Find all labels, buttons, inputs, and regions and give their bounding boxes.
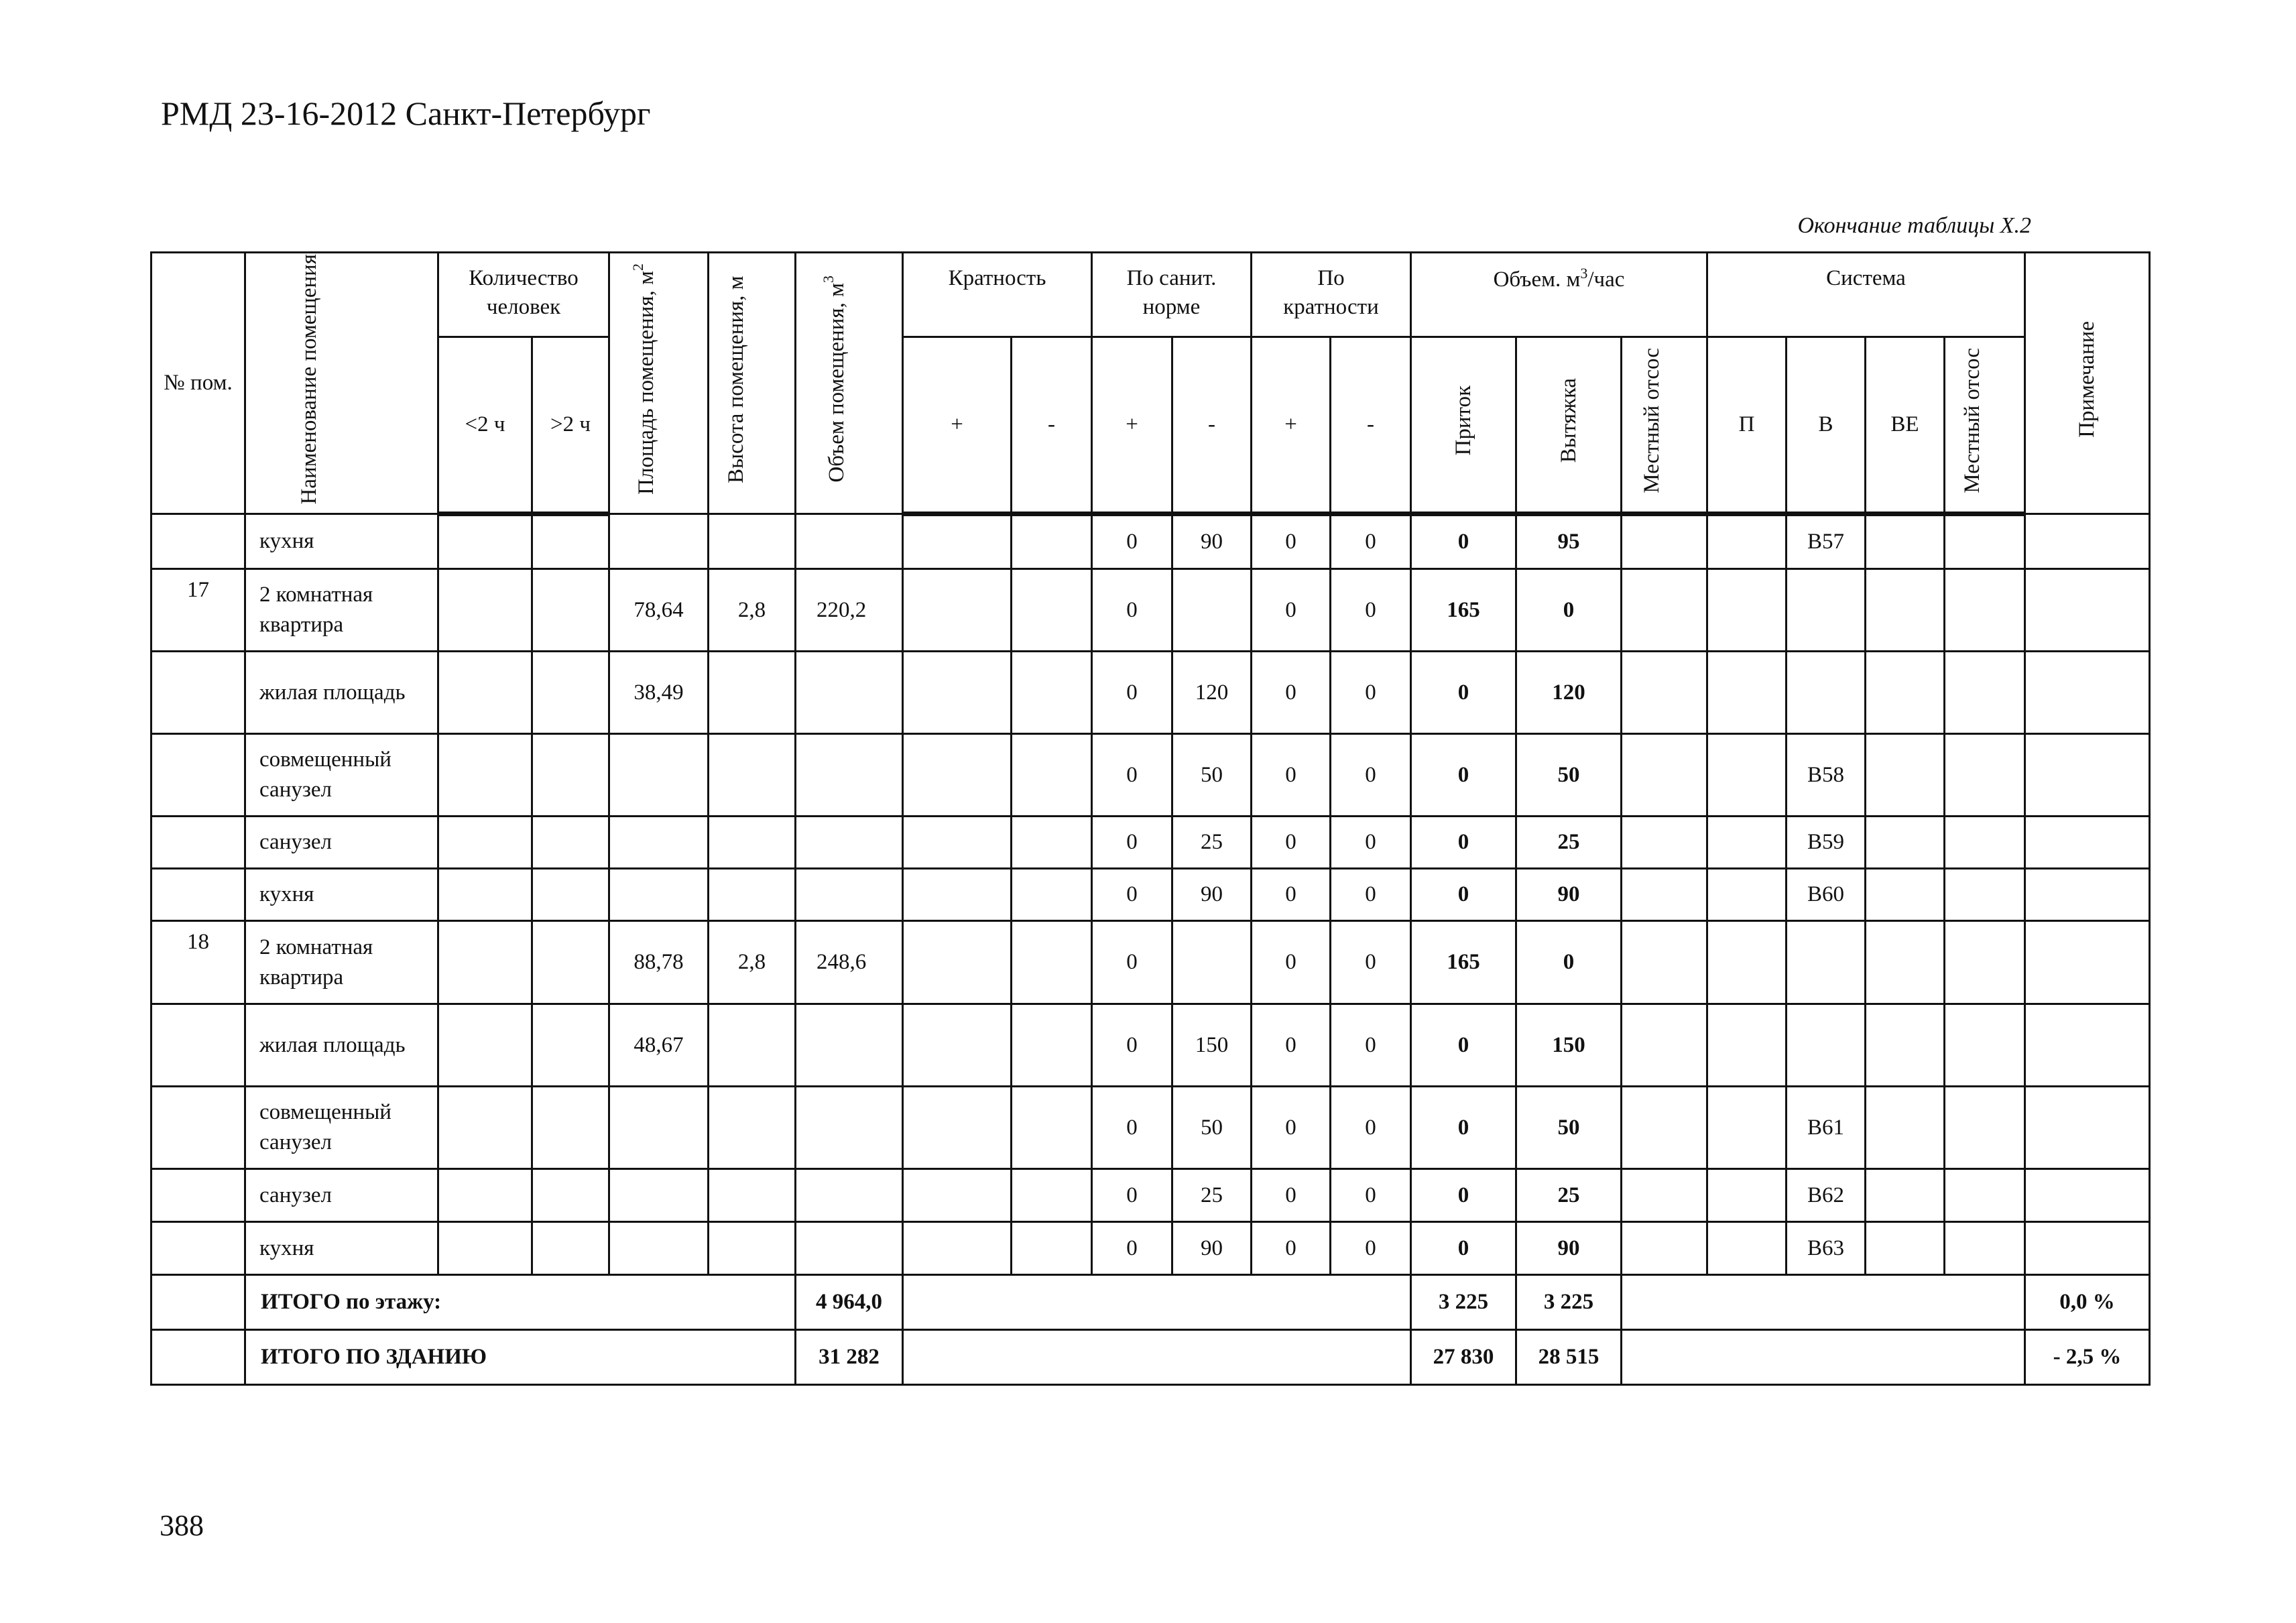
header-local-exhaust: Местный отсос: [1622, 337, 1707, 514]
header-system-p: П: [1707, 337, 1787, 514]
table-row: 18 2 комнатная квартира 88,78 2,8 248,6 0 0 0 165 0: [152, 921, 2150, 1004]
table-row: 17 2 комнатная квартира 78,64 2,8 220,2 0 0 0 165 0: [152, 569, 2150, 652]
table-row: жилая площадь 48,67 0 150 0 0 0 150: [152, 1004, 2150, 1087]
table-caption: Окончание таблицы Х.2: [1797, 213, 2031, 238]
total-building-vytyazhka: 28 515: [1516, 1330, 1622, 1385]
total-floor-label: ИТОГО по этажу:: [245, 1275, 796, 1330]
table-row: кухня 0 90 0 0 0 95 В57: [152, 514, 2150, 569]
header-sanit-minus: -: [1172, 337, 1252, 514]
header-system-v: В: [1787, 337, 1866, 514]
total-building-label: ИТОГО ПО ЗДАНИЮ: [245, 1330, 796, 1385]
header-room-name: Наименование помещения: [245, 253, 438, 514]
total-building-row: [152, 1330, 2150, 1385]
header-volume: Объем помещения, $м^3$: [796, 253, 903, 514]
header-people-count: Количество человек: [438, 253, 609, 337]
table-row: санузел 0 25 0 0 0 25 В59: [152, 817, 2150, 869]
total-building-volume: 31 282: [796, 1330, 903, 1385]
table-row: санузел 0 25 0 0 0 25 В62: [152, 1169, 2150, 1222]
table-row: совмещенный санузел 0 50 0 0 0 50 В58: [152, 734, 2150, 817]
header-people-lt2: <2 ч: [438, 337, 532, 514]
total-floor-volume: 4 964,0: [796, 1275, 903, 1330]
table-row: совмещенный санузел 0 50 0 0 0 50 В61: [152, 1087, 2150, 1169]
header-system: Система: [1707, 253, 2025, 337]
header-people-gt2: >2 ч: [532, 337, 609, 514]
page-number: 388: [160, 1509, 204, 1542]
header-kratnost-minus: -: [1012, 337, 1092, 514]
header-room-number: № пом.: [152, 253, 245, 514]
table-row: жилая площадь 38,49 0 120 0 0 0 120: [152, 652, 2150, 734]
header-system-local: Местный отсос: [1945, 337, 2025, 514]
header-note: Примечание: [2025, 253, 2150, 514]
header-vytyazhka: Вытяжка: [1516, 337, 1622, 514]
total-floor-note: 0,0 %: [2025, 1275, 2150, 1330]
total-floor-pritok: 3 225: [1411, 1275, 1516, 1330]
table-row: кухня 0 90 0 0 0 90 В63: [152, 1222, 2150, 1275]
header-height: Высота помещения, м: [709, 253, 796, 514]
header-pritok: Приток: [1411, 337, 1516, 514]
total-building-pritok: 27 830: [1411, 1330, 1516, 1385]
document-header-title: РМД 23-16-2012 Санкт-Петербург: [161, 95, 651, 132]
header-area: Площадь помещения, $м^2$: [609, 253, 709, 514]
header-by-sanit-norm: По санит. норме: [1092, 253, 1252, 337]
header-volume-flow: Объем. $м^3$/час: [1411, 253, 1707, 337]
total-building-note: - 2,5 %: [2025, 1330, 2150, 1385]
ventilation-table: [150, 251, 2151, 1386]
header-by-kratnost: По кратности: [1252, 253, 1411, 337]
header-kratnost-plus: +: [903, 337, 1012, 514]
header-sanit-plus: +: [1092, 337, 1172, 514]
header-krat-minus: -: [1331, 337, 1411, 514]
header-system-ve: ВЕ: [1866, 337, 1945, 514]
header-krat-plus: +: [1252, 337, 1331, 514]
header-kratnost: Кратность: [903, 253, 1092, 337]
table-row: кухня 0 90 0 0 0 90 В60: [152, 869, 2150, 921]
total-floor-vytyazhka: 3 225: [1516, 1275, 1622, 1330]
total-floor-row: [152, 1275, 2150, 1330]
